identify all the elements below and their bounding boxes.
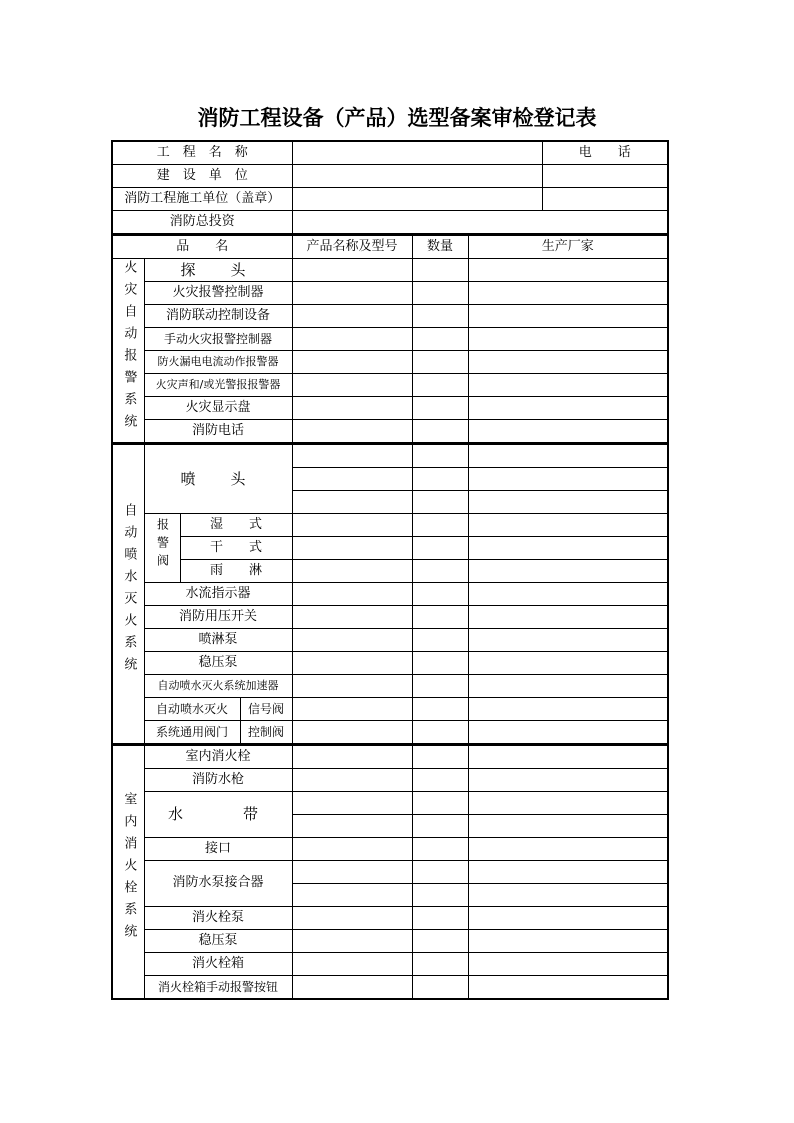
table-row — [112, 745, 668, 769]
item-name: 消防水枪 — [144, 769, 292, 792]
project-name-label: 工 程 名 称 — [112, 141, 292, 165]
item-name: 自动喷水灭火系统加速器 — [144, 675, 292, 698]
item-name: 消防联动控制设备 — [144, 305, 292, 328]
column-header-row — [112, 235, 668, 259]
item-name: 消防用压开关 — [144, 606, 292, 629]
table-row — [112, 583, 668, 606]
table-row — [112, 792, 668, 815]
contractor-value[interactable] — [292, 188, 542, 211]
item-name: 探 头 — [144, 259, 292, 282]
table-row — [112, 907, 668, 930]
item-name: 水 带 — [144, 792, 292, 838]
table-row — [112, 698, 668, 721]
control-valve: 控制阀 — [240, 721, 292, 745]
builder-value[interactable] — [292, 165, 542, 188]
item-name: 手动火灾报警控制器 — [144, 328, 292, 351]
table-row — [112, 374, 668, 397]
builder-label: 建 设 单 位 — [112, 165, 292, 188]
table-row — [112, 397, 668, 420]
section-label-sprinkler: 自动喷水灭火系统 — [112, 444, 144, 745]
registration-table — [111, 140, 669, 1000]
col-maker: 生产厂家 — [468, 235, 668, 259]
table-row — [112, 328, 668, 351]
item-name: 火灾声和/或光警报报警器 — [144, 374, 292, 397]
item-name: 火灾报警控制器 — [144, 282, 292, 305]
contractor-label: 消防工程施工单位（盖章） — [112, 188, 292, 211]
item-name: 雨 淋 — [180, 560, 292, 583]
table-row — [112, 629, 668, 652]
table-row — [112, 537, 668, 560]
builder-row — [112, 165, 668, 188]
investment-row — [112, 211, 668, 235]
item-name: 消火栓箱手动报警按钮 — [144, 976, 292, 1000]
col-name: 品 名 — [112, 235, 292, 259]
table-row — [112, 976, 668, 1000]
table-row — [112, 675, 668, 698]
col-model: 产品名称及型号 — [292, 235, 412, 259]
project-name-row — [112, 141, 668, 165]
table-row — [112, 721, 668, 745]
table-row — [112, 861, 668, 884]
table-row — [112, 838, 668, 861]
item-name: 湿 式 — [180, 514, 292, 537]
phone-value-2[interactable] — [542, 188, 668, 211]
form-title: 消防工程设备（产品）选型备案审检登记表 — [197, 106, 597, 130]
section-label-alarm: 火灾自动报警系统 — [112, 259, 144, 444]
item-name: 消防电话 — [144, 420, 292, 444]
contractor-row — [112, 188, 668, 211]
table-row — [112, 444, 668, 468]
table-row — [112, 930, 668, 953]
item-name: 消防水泵接合器 — [144, 861, 292, 907]
table-row — [112, 259, 668, 282]
table-row — [112, 351, 668, 374]
valve-group-label: 报警阀 — [144, 514, 180, 583]
general-valve-line2: 系统通用阀门 — [144, 721, 240, 745]
item-name: 喷 头 — [144, 444, 292, 514]
general-valve-line1: 自动喷水灭火 — [144, 698, 240, 721]
section-label-hydrant: 室内消火栓系统 — [112, 745, 144, 1000]
table-row — [112, 652, 668, 675]
table-row — [112, 606, 668, 629]
phone-value-1[interactable] — [542, 165, 668, 188]
item-name: 喷淋泵 — [144, 629, 292, 652]
item-name: 火灾显示盘 — [144, 397, 292, 420]
item-name: 接口 — [144, 838, 292, 861]
table-row — [112, 305, 668, 328]
item-name: 防火漏电电流动作报警器 — [144, 351, 292, 374]
table-row — [112, 420, 668, 444]
investment-value[interactable] — [292, 211, 668, 235]
item-name: 稳压泵 — [144, 930, 292, 953]
item-name: 干 式 — [180, 537, 292, 560]
table-row — [112, 514, 668, 537]
table-row — [112, 560, 668, 583]
item-name: 消火栓箱 — [144, 953, 292, 976]
table-row — [112, 769, 668, 792]
item-name: 消火栓泵 — [144, 907, 292, 930]
item-name: 水流指示器 — [144, 583, 292, 606]
table-row — [112, 282, 668, 305]
investment-label: 消防总投资 — [112, 211, 292, 235]
project-name-value[interactable] — [292, 141, 542, 165]
table-row — [112, 953, 668, 976]
item-name: 稳压泵 — [144, 652, 292, 675]
col-qty: 数量 — [412, 235, 468, 259]
signal-valve: 信号阀 — [240, 698, 292, 721]
item-name: 室内消火栓 — [144, 745, 292, 769]
phone-label: 电 话 — [542, 141, 668, 165]
